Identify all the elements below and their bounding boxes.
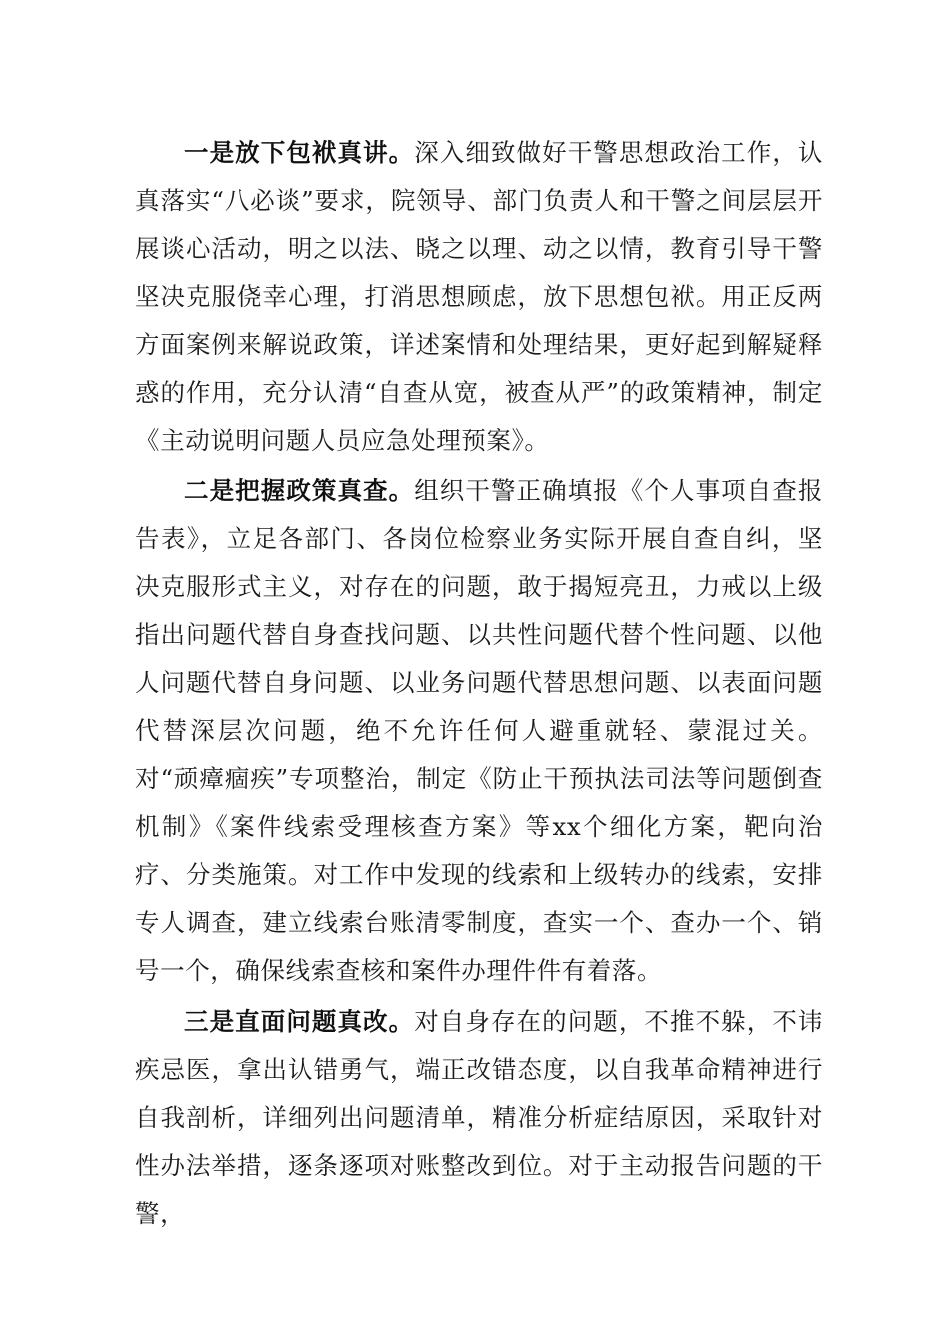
document-body (135, 129, 823, 1238)
paragraph-1 (135, 129, 823, 465)
paragraph-1-body: 深入细致做好干警思想政治工作，认真落实“八必谈”要求，院领导、部门负责人和干警之间层层开展谈心活动，明之以法、晓之以理、动之以情，教育引导干警坚决克服侥幸心理，打消思想顾虑，放下思想包袱。用正反两方面案例来解说政策，详述案情和处理结果，更好起到解疑释惑的作用，充分认清“自查从宽，被查从严”的政策精神，制定《主动说明问题人员应急处理预案》。 (135, 138, 823, 455)
paragraph-3 (135, 998, 823, 1238)
paragraph-2-body: 组织干警正确填报《个人事项自查报告表》，立足各部门、各岗位检察业务实际开展自查自纠，坚决克服形式主义，对存在的问题，敢于揭短亮丑，力戒以上级指出问题代替自身查找问题、以共性问题代替个性问题、以他人问题代替自身问题、以业务问题代替思想问题、以表面问题代替深层次问题，绝不允许任何人避重就轻、蒙混过关。对“顽瘴痼疾”专项整治，制定《防止干预执法司法等问题倒查机制》《案件线索受理核查方案》等xx个细化方案，靶向治疗、分类施策。对工作中发现的线索和上级转办的线索，安排专人调查，建立线索台账清零制度，查实一个、查办一个、销号一个，确保线索查核和案件办理件件有着落。 (135, 476, 823, 985)
paragraph-2-lead: 二是把握政策真查。 (184, 476, 415, 505)
paragraph-3-lead: 三是直面问题真改。 (184, 1007, 415, 1036)
paragraph-3-body: 对自身存在的问题，不推不躲，不讳疾忌医，拿出认错勇气，端正改错态度，以自我革命精神进行自我剖析，详细列出问题清单，精准分析症结原因，采取针对性办法举措，逐条逐项对账整改到位。对于主动报告问题的干警， (135, 1007, 823, 1228)
paragraph-1-lead: 一是放下包袱真讲。 (184, 138, 415, 167)
paragraph-2 (135, 467, 823, 995)
